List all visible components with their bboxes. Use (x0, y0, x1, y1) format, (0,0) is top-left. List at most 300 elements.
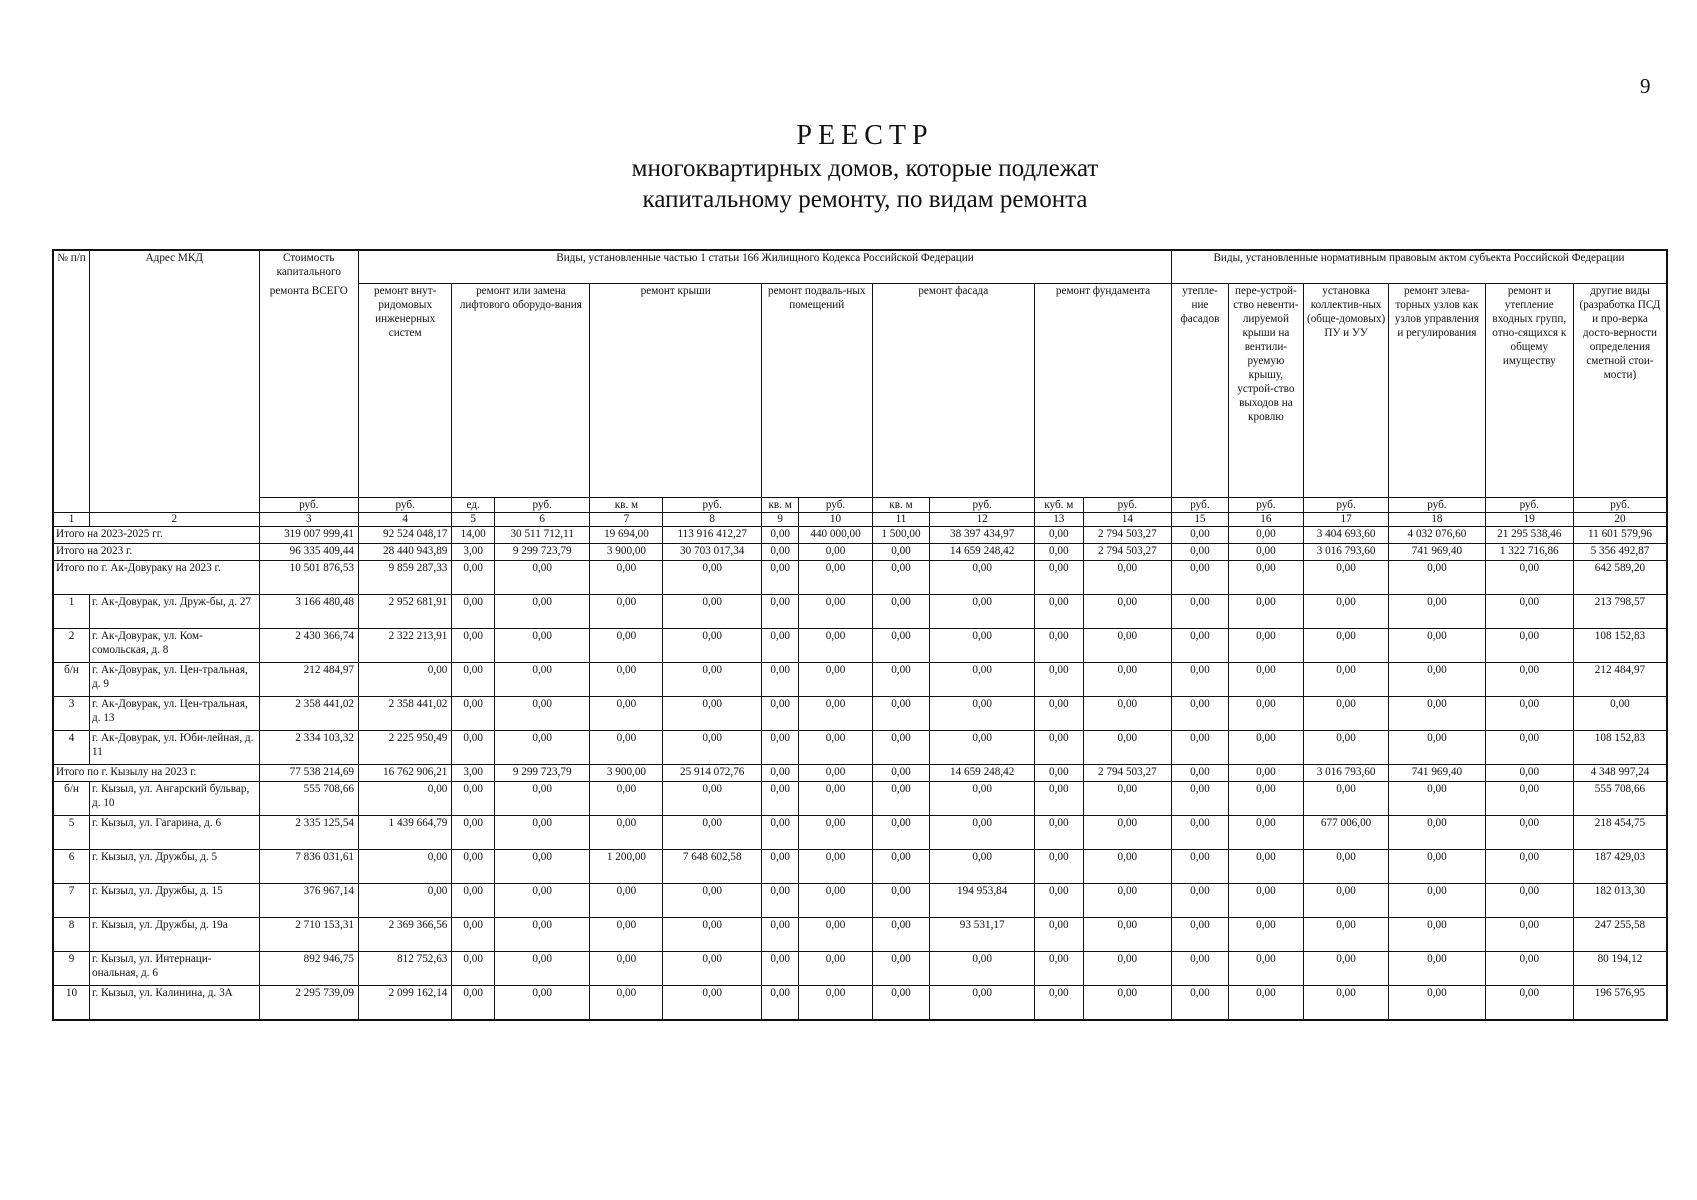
col-number: 12 (930, 513, 1035, 527)
row-number: 3 (53, 697, 90, 731)
value-cell: 0,00 (452, 952, 495, 986)
value-cell: 96 335 409,44 (259, 544, 358, 561)
value-cell: 0,00 (930, 731, 1035, 765)
value-cell: 3,00 (452, 544, 495, 561)
value-cell: 0,00 (872, 697, 930, 731)
value-cell: 0,00 (761, 629, 799, 663)
value-cell: 0,00 (1172, 952, 1229, 986)
value-cell: 80 194,12 (1573, 952, 1667, 986)
row-number: б/н (53, 782, 90, 816)
value-cell: 0,00 (1034, 918, 1083, 952)
value-cell: 2 369 366,56 (359, 918, 452, 952)
table-row (53, 918, 1667, 952)
col-number: 19 (1485, 513, 1573, 527)
value-cell: 0,00 (799, 986, 872, 1021)
value-cell: 0,00 (495, 850, 590, 884)
col-number: 5 (452, 513, 495, 527)
value-cell: 0,00 (590, 884, 663, 918)
value-cell: 0,00 (1083, 595, 1171, 629)
row-number: 8 (53, 918, 90, 952)
row-number: 1 (53, 595, 90, 629)
value-cell: 0,00 (1083, 629, 1171, 663)
value-cell: 0,00 (761, 527, 799, 544)
value-cell: 0,00 (1573, 697, 1667, 731)
table-row (53, 663, 1667, 697)
value-cell: 0,00 (872, 782, 930, 816)
address-cell: г. Ак-Довурак, ул. Ком-сомольская, д. 8 (90, 629, 260, 663)
value-cell: 0,00 (1172, 527, 1229, 544)
value-cell: 14 659 248,42 (930, 765, 1035, 782)
value-cell: 0,00 (1389, 731, 1485, 765)
value-cell: 0,00 (761, 663, 799, 697)
col-number: 18 (1389, 513, 1485, 527)
column-numbers-row (53, 513, 1667, 527)
address-cell: г. Кызыл, ул. Дружбы, д. 19а (90, 918, 260, 952)
value-cell: 0,00 (930, 663, 1035, 697)
value-cell: 319 007 999,41 (259, 527, 358, 544)
value-cell: 0,00 (1172, 663, 1229, 697)
value-cell: 0,00 (799, 731, 872, 765)
col-number: 20 (1573, 513, 1667, 527)
value-cell: 187 429,03 (1573, 850, 1667, 884)
value-cell: 77 538 214,69 (259, 765, 358, 782)
unit-cell: руб. (1389, 498, 1485, 513)
value-cell: 0,00 (1172, 595, 1229, 629)
value-cell: 0,00 (1485, 850, 1573, 884)
value-cell: 0,00 (663, 663, 761, 697)
table-row (53, 629, 1667, 663)
value-cell: 0,00 (590, 629, 663, 663)
value-cell: 1 500,00 (872, 527, 930, 544)
unit-cell: руб. (259, 498, 358, 513)
value-cell: 0,00 (1034, 663, 1083, 697)
value-cell: 0,00 (452, 663, 495, 697)
header-col-18: ремонт элева-торных узлов как узлов управления и регулирования (1389, 284, 1485, 498)
title-main: РЕЕСТР (796, 120, 934, 151)
value-cell: 2 358 441,02 (359, 697, 452, 731)
total-label: Итого по г. Кызылу на 2023 г. (53, 765, 259, 782)
unit-cell: кв. м (761, 498, 799, 513)
value-cell: 0,00 (452, 884, 495, 918)
value-cell: 0,00 (1034, 544, 1083, 561)
col-number: 10 (799, 513, 872, 527)
value-cell: 28 440 943,89 (359, 544, 452, 561)
value-cell: 0,00 (663, 986, 761, 1021)
value-cell: 2 334 103,32 (259, 731, 358, 765)
header-col-16: пере-устрой-ство невенти-лируемой крыши на вентили-руемую крышу, устрой-ство выходов на кровлю (1228, 284, 1303, 498)
total-row (53, 561, 1667, 595)
unit-cell: кв. м (590, 498, 663, 513)
unit-cell: руб. (1485, 498, 1573, 513)
value-cell: 2 335 125,54 (259, 816, 358, 850)
value-cell: 247 255,58 (1573, 918, 1667, 952)
value-cell: 0,00 (1172, 850, 1229, 884)
value-cell: 9 299 723,79 (495, 765, 590, 782)
value-cell: 0,00 (1172, 816, 1229, 850)
value-cell: 9 859 287,33 (359, 561, 452, 595)
value-cell: 0,00 (1303, 663, 1388, 697)
value-cell: 0,00 (590, 697, 663, 731)
value-cell: 0,00 (872, 986, 930, 1021)
value-cell: 2 358 441,02 (259, 697, 358, 731)
value-cell: 0,00 (1034, 561, 1083, 595)
unit-cell: кв. м (872, 498, 930, 513)
value-cell: 0,00 (1228, 731, 1303, 765)
value-cell: 0,00 (1172, 884, 1229, 918)
value-cell: 0,00 (663, 952, 761, 986)
value-cell: 0,00 (1389, 986, 1485, 1021)
value-cell: 0,00 (452, 918, 495, 952)
value-cell: 0,00 (1083, 850, 1171, 884)
value-cell: 0,00 (872, 816, 930, 850)
value-cell: 0,00 (1172, 782, 1229, 816)
row-number: 2 (53, 629, 90, 663)
value-cell: 0,00 (1389, 663, 1485, 697)
value-cell: 0,00 (1303, 731, 1388, 765)
value-cell: 2 794 503,27 (1083, 544, 1171, 561)
address-cell: г. Ак-Довурак, ул. Цен-тральная, д. 9 (90, 663, 260, 697)
value-cell: 0,00 (1485, 663, 1573, 697)
value-cell: 0,00 (452, 816, 495, 850)
value-cell: 0,00 (1034, 850, 1083, 884)
value-cell: 5 356 492,87 (1573, 544, 1667, 561)
value-cell: 0,00 (1034, 697, 1083, 731)
value-cell: 0,00 (663, 782, 761, 816)
value-cell: 1 200,00 (590, 850, 663, 884)
value-cell: 0,00 (495, 697, 590, 731)
total-label: Итого на 2023 г. (53, 544, 259, 561)
value-cell: 0,00 (1083, 986, 1171, 1021)
value-cell: 0,00 (1228, 816, 1303, 850)
value-cell: 0,00 (495, 986, 590, 1021)
value-cell: 0,00 (1228, 697, 1303, 731)
value-cell: 0,00 (1083, 731, 1171, 765)
value-cell: 0,00 (761, 986, 799, 1021)
value-cell: 741 969,40 (1389, 765, 1485, 782)
col-number: 3 (259, 513, 358, 527)
value-cell: 0,00 (1228, 850, 1303, 884)
value-cell: 10 501 876,53 (259, 561, 358, 595)
header-col-15: утепле-ние фасадов (1172, 284, 1229, 498)
value-cell: 0,00 (1228, 782, 1303, 816)
value-cell: 0,00 (799, 765, 872, 782)
value-cell: 0,00 (1034, 765, 1083, 782)
value-cell: 0,00 (1172, 697, 1229, 731)
value-cell: 2 322 213,91 (359, 629, 452, 663)
unit-cell: руб. (1083, 498, 1171, 513)
registry-table (52, 249, 1668, 1021)
value-cell: 0,00 (1228, 544, 1303, 561)
value-cell: 0,00 (359, 663, 452, 697)
value-cell: 2 794 503,27 (1083, 765, 1171, 782)
value-cell: 0,00 (1389, 595, 1485, 629)
value-cell: 0,00 (799, 697, 872, 731)
total-label: Итого на 2023-2025 гг. (53, 527, 259, 544)
col-number: 14 (1083, 513, 1171, 527)
row-number: 5 (53, 816, 90, 850)
value-cell: 0,00 (1083, 884, 1171, 918)
row-number: 7 (53, 884, 90, 918)
col-number: 16 (1228, 513, 1303, 527)
value-cell: 0,00 (452, 697, 495, 731)
page-number: 9 (1640, 74, 1651, 98)
col-number: 15 (1172, 513, 1229, 527)
value-cell: 0,00 (590, 918, 663, 952)
table-row (53, 731, 1667, 765)
value-cell: 0,00 (590, 731, 663, 765)
value-cell: 0,00 (452, 782, 495, 816)
header-col-17: установка коллектив-ных (обще-домовых) ПУ и УУ (1303, 284, 1388, 498)
value-cell: 0,00 (590, 816, 663, 850)
unit-cell: руб. (359, 498, 452, 513)
value-cell: 0,00 (799, 544, 872, 561)
value-cell: 0,00 (452, 595, 495, 629)
value-cell: 0,00 (1034, 952, 1083, 986)
value-cell: 0,00 (1389, 952, 1485, 986)
row-number: б/н (53, 663, 90, 697)
value-cell: 555 708,66 (259, 782, 358, 816)
value-cell: 2 099 162,14 (359, 986, 452, 1021)
value-cell: 0,00 (1485, 697, 1573, 731)
value-cell: 0,00 (761, 816, 799, 850)
value-cell: 1 322 716,86 (1485, 544, 1573, 561)
value-cell: 3 900,00 (590, 544, 663, 561)
value-cell: 0,00 (799, 884, 872, 918)
value-cell: 0,00 (1083, 697, 1171, 731)
value-cell: 0,00 (761, 765, 799, 782)
value-cell: 3 016 793,60 (1303, 765, 1388, 782)
value-cell: 0,00 (1485, 629, 1573, 663)
value-cell: 92 524 048,17 (359, 527, 452, 544)
value-cell: 2 710 153,31 (259, 918, 358, 952)
unit-cell: руб. (1228, 498, 1303, 513)
value-cell: 0,00 (1034, 527, 1083, 544)
value-cell: 0,00 (761, 595, 799, 629)
header-address: Адрес МКД (90, 250, 260, 513)
value-cell: 108 152,83 (1573, 629, 1667, 663)
value-cell: 14 659 248,42 (930, 544, 1035, 561)
value-cell: 0,00 (495, 731, 590, 765)
value-cell: 0,00 (1228, 527, 1303, 544)
table-row (53, 697, 1667, 731)
value-cell: 0,00 (1485, 782, 1573, 816)
value-cell: 0,00 (761, 697, 799, 731)
table-row (53, 782, 1667, 816)
address-cell: г. Ак-Довурак, ул. Цен-тральная, д. 13 (90, 697, 260, 731)
value-cell: 741 969,40 (1389, 544, 1485, 561)
value-cell: 0,00 (1303, 850, 1388, 884)
value-cell: 0,00 (495, 561, 590, 595)
value-cell: 0,00 (495, 918, 590, 952)
total-row (53, 527, 1667, 544)
value-cell: 0,00 (872, 561, 930, 595)
value-cell: 0,00 (663, 731, 761, 765)
value-cell: 0,00 (1172, 986, 1229, 1021)
value-cell: 0,00 (1389, 697, 1485, 731)
value-cell: 0,00 (799, 663, 872, 697)
units-row (53, 498, 1667, 513)
value-cell: 0,00 (359, 782, 452, 816)
value-cell: 2 225 950,49 (359, 731, 452, 765)
value-cell: 0,00 (1228, 918, 1303, 952)
value-cell: 0,00 (1485, 731, 1573, 765)
value-cell: 0,00 (1389, 782, 1485, 816)
value-cell: 0,00 (590, 561, 663, 595)
col-number: 9 (761, 513, 799, 527)
value-cell: 0,00 (1228, 765, 1303, 782)
header-col-9-10: ремонт подваль-ных помещений (761, 284, 872, 498)
value-cell: 0,00 (1172, 561, 1229, 595)
value-cell: 0,00 (1228, 595, 1303, 629)
value-cell: 0,00 (930, 629, 1035, 663)
address-cell: г. Кызыл, ул. Ангарский бульвар, д. 10 (90, 782, 260, 816)
value-cell: 30 703 017,34 (663, 544, 761, 561)
total-row (53, 544, 1667, 561)
unit-cell: руб. (1573, 498, 1667, 513)
value-cell: 4 032 076,60 (1389, 527, 1485, 544)
value-cell: 0,00 (1485, 884, 1573, 918)
value-cell: 30 511 712,11 (495, 527, 590, 544)
value-cell: 0,00 (799, 952, 872, 986)
value-cell: 0,00 (495, 952, 590, 986)
value-cell: 892 946,75 (259, 952, 358, 986)
header-cost-top: Стоимость капитального (259, 250, 358, 284)
value-cell: 0,00 (1228, 663, 1303, 697)
value-cell: 0,00 (590, 663, 663, 697)
value-cell: 0,00 (930, 595, 1035, 629)
value-cell: 0,00 (1485, 595, 1573, 629)
value-cell: 0,00 (1083, 918, 1171, 952)
value-cell: 0,00 (1172, 918, 1229, 952)
header-cost-bottom: ремонта ВСЕГО (259, 284, 358, 498)
value-cell: 0,00 (452, 731, 495, 765)
value-cell: 0,00 (872, 952, 930, 986)
value-cell: 0,00 (452, 561, 495, 595)
value-cell: 0,00 (1303, 884, 1388, 918)
value-cell: 2 430 366,74 (259, 629, 358, 663)
value-cell: 21 295 538,46 (1485, 527, 1573, 544)
value-cell: 14,00 (452, 527, 495, 544)
value-cell: 0,00 (1485, 765, 1573, 782)
col-number: 1 (53, 513, 90, 527)
table-row (53, 595, 1667, 629)
value-cell: 0,00 (799, 629, 872, 663)
value-cell: 3 166 480,48 (259, 595, 358, 629)
value-cell: 3 900,00 (590, 765, 663, 782)
value-cell: 9 299 723,79 (495, 544, 590, 561)
value-cell: 0,00 (761, 782, 799, 816)
value-cell: 0,00 (1172, 544, 1229, 561)
unit-cell: руб. (930, 498, 1035, 513)
value-cell: 3,00 (452, 765, 495, 782)
value-cell: 0,00 (1228, 952, 1303, 986)
value-cell: 38 397 434,97 (930, 527, 1035, 544)
col-number: 4 (359, 513, 452, 527)
value-cell: 0,00 (1485, 952, 1573, 986)
value-cell: 0,00 (761, 918, 799, 952)
col-number: 13 (1034, 513, 1083, 527)
row-number: 6 (53, 850, 90, 884)
value-cell: 108 152,83 (1573, 731, 1667, 765)
value-cell: 2 794 503,27 (1083, 527, 1171, 544)
value-cell: 0,00 (1389, 629, 1485, 663)
unit-cell: руб. (495, 498, 590, 513)
value-cell: 0,00 (1303, 561, 1388, 595)
value-cell: 0,00 (1485, 561, 1573, 595)
value-cell: 0,00 (1485, 986, 1573, 1021)
value-cell: 0,00 (663, 697, 761, 731)
value-cell: 0,00 (799, 816, 872, 850)
value-cell: 0,00 (761, 544, 799, 561)
value-cell: 0,00 (495, 629, 590, 663)
value-cell: 0,00 (1034, 629, 1083, 663)
value-cell: 0,00 (799, 850, 872, 884)
value-cell: 0,00 (930, 561, 1035, 595)
row-number: 9 (53, 952, 90, 986)
value-cell: 0,00 (1303, 952, 1388, 986)
value-cell: 0,00 (1389, 561, 1485, 595)
address-cell: г. Кызыл, ул. Интернаци-ональная, д. 6 (90, 952, 260, 986)
value-cell: 2 295 739,09 (259, 986, 358, 1021)
value-cell: 0,00 (930, 850, 1035, 884)
row-number: 4 (53, 731, 90, 765)
value-cell: 0,00 (663, 918, 761, 952)
value-cell: 0,00 (359, 850, 452, 884)
value-cell: 0,00 (1303, 697, 1388, 731)
value-cell: 0,00 (1389, 884, 1485, 918)
value-cell: 0,00 (930, 986, 1035, 1021)
total-label: Итого по г. Ак-Довураку на 2023 г. (53, 561, 259, 595)
value-cell: 0,00 (761, 952, 799, 986)
value-cell: 0,00 (1389, 816, 1485, 850)
value-cell: 11 601 579,96 (1573, 527, 1667, 544)
header-group-federal: Виды, установленные частью 1 статьи 166 Жилищного Кодекса Российской Федерации (359, 250, 1172, 284)
unit-cell: руб. (799, 498, 872, 513)
value-cell: 0,00 (495, 595, 590, 629)
table-row (53, 884, 1667, 918)
value-cell: 440 000,00 (799, 527, 872, 544)
table-row (53, 952, 1667, 986)
value-cell: 0,00 (872, 850, 930, 884)
address-cell: г. Ак-Довурак, ул. Друж-бы, д. 27 (90, 595, 260, 629)
value-cell: 19 694,00 (590, 527, 663, 544)
unit-cell: куб. м (1034, 498, 1083, 513)
header-col-7-8: ремонт крыши (590, 284, 762, 498)
value-cell: 0,00 (1303, 595, 1388, 629)
total-row (53, 765, 1667, 782)
value-cell: 0,00 (1228, 561, 1303, 595)
table-row (53, 850, 1667, 884)
value-cell: 0,00 (761, 884, 799, 918)
value-cell: 0,00 (930, 816, 1035, 850)
row-number: 10 (53, 986, 90, 1021)
header-col-13-14: ремонт фундамента (1034, 284, 1171, 498)
value-cell: 0,00 (1034, 731, 1083, 765)
col-number: 7 (590, 513, 663, 527)
title-line-2: капитальному ремонту, по видам ремонта (642, 186, 1088, 214)
value-cell: 555 708,66 (1573, 782, 1667, 816)
value-cell: 0,00 (663, 884, 761, 918)
header-col-11-12: ремонт фасада (872, 284, 1034, 498)
value-cell: 3 404 693,60 (1303, 527, 1388, 544)
value-cell: 0,00 (1034, 816, 1083, 850)
address-cell: г. Кызыл, ул. Калинина, д. 3А (90, 986, 260, 1021)
col-number: 8 (663, 513, 761, 527)
value-cell: 0,00 (1303, 986, 1388, 1021)
value-cell: 0,00 (799, 918, 872, 952)
value-cell: 0,00 (1303, 918, 1388, 952)
value-cell: 0,00 (1034, 595, 1083, 629)
